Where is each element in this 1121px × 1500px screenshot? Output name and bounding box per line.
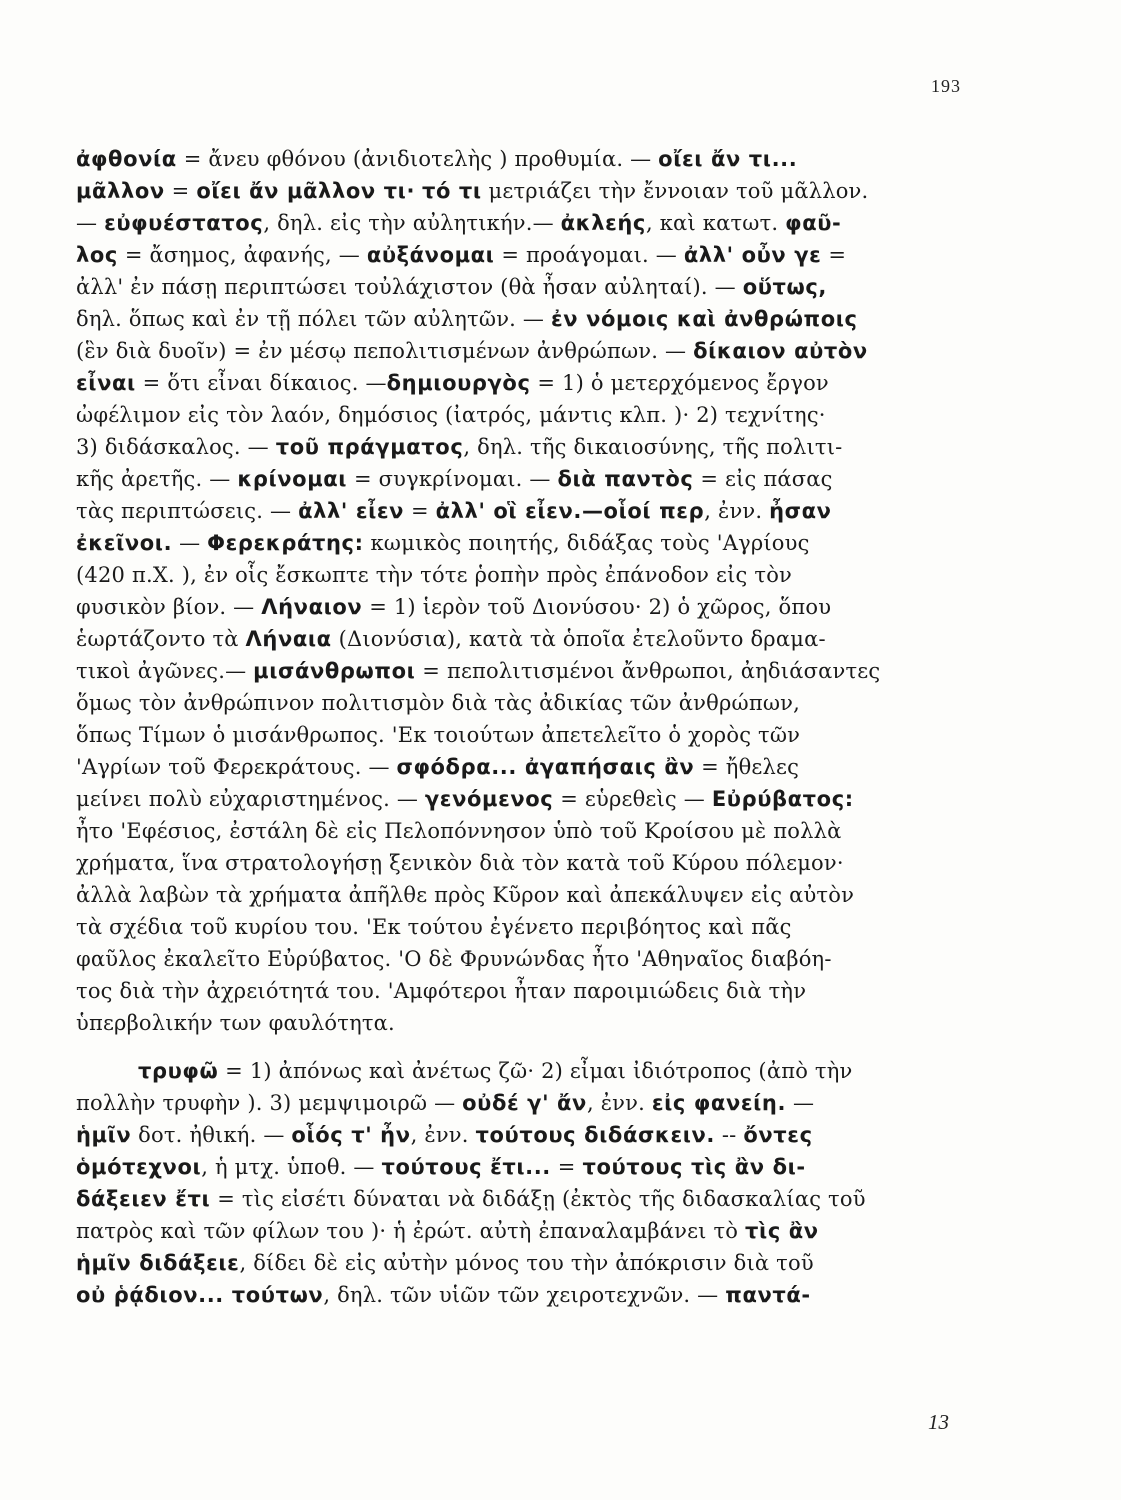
gloss-text: = προάγομαι. — bbox=[494, 243, 684, 267]
headword: ἡμῖν διδάξειε bbox=[76, 1251, 240, 1275]
gloss-text: πατρὸς καὶ τῶν φίλων του )· ἡ ἐρώτ. αὐτὴ ἐπαναλαμβάνει τὸ bbox=[76, 1219, 746, 1243]
text-line bbox=[76, 399, 1048, 431]
headword: ἀκλεής bbox=[560, 211, 646, 235]
gloss-text: τος διὰ τὴν ἀχρειότητά του. 'Αμφότεροι ἦταν παροιμιώδεις διὰ τὴν bbox=[76, 979, 807, 1003]
headword: ἦσαν bbox=[769, 499, 832, 523]
gloss-text: = bbox=[550, 1155, 583, 1179]
text-line bbox=[76, 367, 1048, 399]
headword: ἀλλ' οἳ εἶεν.—οἷοί περ bbox=[435, 499, 705, 523]
headword: Λήναια bbox=[245, 627, 332, 651]
headword: τρυφῶ bbox=[138, 1059, 219, 1083]
gloss-text: τὰς περιπτώσεις. — bbox=[76, 499, 299, 523]
headword: εἰς φανείη. bbox=[651, 1091, 787, 1115]
gloss-text: πολλὴν τρυφὴν ). 3) μεμψιμοιρῶ — bbox=[76, 1091, 463, 1115]
gloss-text: = εἰς πάσας bbox=[693, 467, 833, 491]
headword: λος bbox=[76, 243, 118, 267]
headword: Φερεκράτης: bbox=[207, 531, 364, 555]
text-line bbox=[76, 335, 1048, 367]
text-line bbox=[76, 431, 1048, 463]
text-line bbox=[76, 975, 1048, 1007]
gloss-text: = bbox=[821, 243, 847, 267]
gloss-text: = 1) ὁ μετερχόμενος ἔργον bbox=[530, 371, 829, 395]
gloss-text bbox=[415, 179, 422, 203]
headword: εὐφυέστατος bbox=[104, 211, 264, 235]
gloss-text: 3) διδάσκαλος. — bbox=[76, 435, 276, 459]
text-line bbox=[76, 751, 1048, 783]
gloss-text: -- bbox=[715, 1123, 744, 1147]
text-line bbox=[76, 1215, 1048, 1247]
headword: οἴει ἄν τι... bbox=[658, 147, 798, 171]
headword: τούτους τὶς ἂν δι- bbox=[582, 1155, 806, 1179]
text-line bbox=[76, 175, 1048, 207]
gloss-text: = 1) ἱερὸν τοῦ Διονύσου· 2) ὁ χῶρος, ὅπου bbox=[362, 595, 832, 619]
headword: μισάνθρωποι bbox=[253, 659, 416, 683]
text-line bbox=[76, 239, 1048, 271]
headword: μᾶλλον bbox=[76, 179, 165, 203]
text-line bbox=[76, 559, 1048, 591]
headword: φαῦ- bbox=[785, 211, 842, 235]
headword: ὄντες bbox=[743, 1123, 813, 1147]
gloss-text: χρήματα, ἵνα στρατολογήσῃ ξενικὸν διὰ τὸν κατὰ τοῦ Κύρου πόλεμον· bbox=[76, 851, 844, 875]
gloss-text: — bbox=[172, 531, 208, 555]
gloss-text: = πεπολιτισμένοι ἄνθρωποι, ἀηδιάσαντες bbox=[415, 659, 881, 683]
headword: δάξειεν ἔτι bbox=[76, 1187, 211, 1211]
gloss-text: κωμικὸς ποιητής, διδάξας τοὺς 'Αγρίους bbox=[363, 531, 810, 555]
gloss-text: δηλ. ὅπως καὶ ἐν τῇ πόλει τῶν αὐλητῶν. — bbox=[76, 307, 551, 331]
gloss-text: (Διονύσια), κατὰ τὰ ὁποῖα ἐτελοῦντο δραμα- bbox=[331, 627, 826, 651]
gloss-text: , δηλ. τῶν υἱῶν τῶν χειροτεχνῶν. — bbox=[323, 1283, 726, 1307]
text-line bbox=[76, 847, 1048, 879]
headword: ἐν νόμοις καὶ ἀνθρώποις bbox=[551, 307, 858, 331]
headword: εἶναι bbox=[76, 371, 136, 395]
glossary-text bbox=[76, 143, 1048, 1311]
gloss-text: = bbox=[404, 499, 436, 523]
text-line bbox=[76, 527, 1048, 559]
text-line bbox=[76, 879, 1048, 911]
headword: Λήναιον bbox=[261, 595, 363, 619]
text-line bbox=[76, 815, 1048, 847]
gloss-text: = ὅτι εἶναι δίκαιος. — bbox=[135, 371, 387, 395]
gloss-text: φυσικὸν βίον. — bbox=[76, 595, 262, 619]
headword: ἀλλ' εἶεν bbox=[298, 499, 405, 523]
text-line bbox=[76, 1087, 1048, 1119]
gloss-text: = τὶς εἰσέτι δύναται νὰ διδάξῃ (ἐκτὸς τῆς διδασκαλίας τοῦ bbox=[210, 1187, 866, 1211]
gloss-text: ἀλλ' ἐν πάσῃ περιπτώσει τοὐλάχιστον (θὰ ἦσαν αὐληταί). — bbox=[76, 275, 743, 299]
gloss-text: = συγκρίνομαι. — bbox=[347, 467, 558, 491]
headword: τό τι bbox=[421, 179, 482, 203]
headword: τὶς ἂν bbox=[745, 1219, 819, 1243]
headword: οἴει ἄν μᾶλλον τι· bbox=[196, 179, 416, 203]
headword: ἐκεῖνοι. bbox=[76, 531, 173, 555]
gloss-text: = ἄσημος, ἀφανής, — bbox=[117, 243, 367, 267]
text-line bbox=[76, 591, 1048, 623]
gloss-text: (420 π.Χ. ), ἐν οἷς ἔσκωπτε τὴν τότε ῥοπὴν πρὸς ἐπάνοδον εἰς τὸν bbox=[76, 563, 793, 587]
headword: τοῦ πράγματος bbox=[275, 435, 464, 459]
headword: δημιουργὸς bbox=[386, 371, 531, 395]
text-line bbox=[76, 687, 1048, 719]
headword: οὐ ῥᾴδιον... τούτων bbox=[76, 1283, 324, 1307]
gloss-text: , ἡ μτχ. ὑποθ. — bbox=[201, 1155, 382, 1179]
headword: τούτους διδάσκειν. bbox=[475, 1123, 716, 1147]
signature-mark: 13 bbox=[928, 1410, 949, 1434]
gloss-text: μετριάζει τὴν ἔννοιαν τοῦ μᾶλλον. bbox=[481, 179, 869, 203]
gloss-text: — bbox=[786, 1091, 815, 1115]
text-line bbox=[76, 1247, 1048, 1279]
text-line bbox=[76, 303, 1048, 335]
gloss-text: τὰ σχέδια τοῦ κυρίου του. 'Εκ τούτου ἐγένετο περιβόητος καὶ πᾶς bbox=[76, 915, 792, 939]
gloss-text: = bbox=[164, 179, 197, 203]
headword: διὰ παντὸς bbox=[557, 467, 694, 491]
gloss-text: , ἐνν. bbox=[410, 1123, 476, 1147]
gloss-text: = ἤθελες bbox=[694, 755, 800, 779]
text-line bbox=[76, 911, 1048, 943]
headword: δίκαιον αὐτὸν bbox=[693, 339, 868, 363]
headword: οὐδέ γ' ἄν bbox=[462, 1091, 587, 1115]
headword: ἀφθονία bbox=[76, 147, 177, 171]
gloss-text: ὅπως Τίμων ὁ μισάνθρωπος. 'Εκ τοιούτων ἀπετελεῖτο ὁ χορὸς τῶν bbox=[76, 723, 801, 747]
headword: σφόδρα... ἀγαπήσαις ἂν bbox=[396, 755, 695, 779]
text-line bbox=[76, 623, 1048, 655]
gloss-text: , δηλ. τῆς δικαιοσύνης, τῆς πολιτι- bbox=[463, 435, 843, 459]
text-line bbox=[76, 1119, 1048, 1151]
page-number: 193 bbox=[931, 76, 961, 96]
gloss-text: 'Αγρίων τοῦ Φερεκράτους. — bbox=[76, 755, 397, 779]
gloss-text: δοτ. ἠθική. — bbox=[131, 1123, 292, 1147]
gloss-text: ὅμως τὸν ἀνθρώπινον πολιτισμὸν διὰ τὰς ἀδικίας τῶν ἀνθρώπων, bbox=[76, 691, 801, 715]
gloss-text: ἀλλὰ λαβὼν τὰ χρήματα ἀπῆλθε πρὸς Κῦρον καὶ ἀπεκάλυψεν εἰς αὐτὸν bbox=[76, 883, 855, 907]
headword: ὁμότεχνοι bbox=[76, 1155, 202, 1179]
headword: Εὐρύβατος: bbox=[711, 787, 854, 811]
gloss-text: κῆς ἀρετῆς. — bbox=[76, 467, 238, 491]
headword: παντά- bbox=[725, 1283, 811, 1307]
headword: οἷός τ' ἦν bbox=[291, 1123, 411, 1147]
gloss-text: = ἄνευ φθόνου (ἀνιδιοτελὴς ) προθυμία. — bbox=[176, 147, 659, 171]
text-line bbox=[76, 1279, 1048, 1311]
headword: ἡμῖν bbox=[76, 1123, 132, 1147]
headword: γενόμενος bbox=[424, 787, 554, 811]
gloss-text: = 1) ἀπόνως καὶ ἀνέτως ζῶ· 2) εἶμαι ἰδιότροπος (ἀπὸ τὴν bbox=[218, 1059, 853, 1083]
gloss-text: τικοὶ ἀγῶνες.— bbox=[76, 659, 254, 683]
gloss-text: φαῦλος ἐκαλεῖτο Εὐρύβατος. 'Ο δὲ Φρυνώνδας ἦτο 'Αθηναῖος διαβόη- bbox=[76, 947, 832, 971]
text-line bbox=[76, 1039, 1048, 1055]
text-line bbox=[76, 1151, 1048, 1183]
gloss-text: (ἓν διὰ δυοῖν) = ἐν μέσῳ πεπολιτισμένων ἀνθρώπων. — bbox=[76, 339, 694, 363]
text-line bbox=[76, 495, 1048, 527]
gloss-text: ἦτο 'Εφέσιος, ἐστάλη δὲ εἰς Πελοπόννησον ὑπὸ τοῦ Κροίσου μὲ πολλὰ bbox=[76, 819, 842, 843]
text-line bbox=[76, 463, 1048, 495]
text-line bbox=[76, 271, 1048, 303]
text-line bbox=[76, 1055, 1048, 1087]
headword: κρίνομαι bbox=[237, 467, 348, 491]
gloss-text: , καὶ κατωτ. bbox=[645, 211, 786, 235]
gloss-text: ἑωρτάζοντο τὰ bbox=[76, 627, 246, 651]
text-line bbox=[76, 719, 1048, 751]
headword: οὕτως, bbox=[742, 275, 827, 299]
gloss-text: ὑπερβολικήν των φαυλότητα. bbox=[76, 1011, 395, 1035]
gloss-text: , δίδει δὲ εἰς αὐτὴν μόνος του τὴν ἀπόκρισιν διὰ τοῦ bbox=[239, 1251, 814, 1275]
text-line bbox=[76, 143, 1048, 175]
text-line bbox=[76, 655, 1048, 687]
gloss-text: μείνει πολὺ εὐχαριστημένος. — bbox=[76, 787, 425, 811]
text-line bbox=[76, 1183, 1048, 1215]
text-line bbox=[76, 1007, 1048, 1039]
gloss-text: , ἐνν. bbox=[704, 499, 770, 523]
gloss-text: ὠφέλιμον εἰς τὸν λαόν, δημόσιος (ἰατρός, μάντις κλπ. )· 2) τεχνίτης· bbox=[76, 403, 826, 427]
text-line bbox=[76, 943, 1048, 975]
text-line bbox=[76, 207, 1048, 239]
gloss-text: = εὑρεθεὶς — bbox=[553, 787, 712, 811]
gloss-text: — bbox=[76, 211, 105, 235]
gloss-text: , δηλ. εἰς τὴν αὐλητικήν.— bbox=[263, 211, 561, 235]
headword: τούτους ἔτι... bbox=[381, 1155, 551, 1179]
gloss-text: , ἐνν. bbox=[586, 1091, 652, 1115]
headword: αὐξάνομαι bbox=[366, 243, 495, 267]
headword: ἀλλ' οὖν γε bbox=[683, 243, 822, 267]
text-line bbox=[76, 783, 1048, 815]
